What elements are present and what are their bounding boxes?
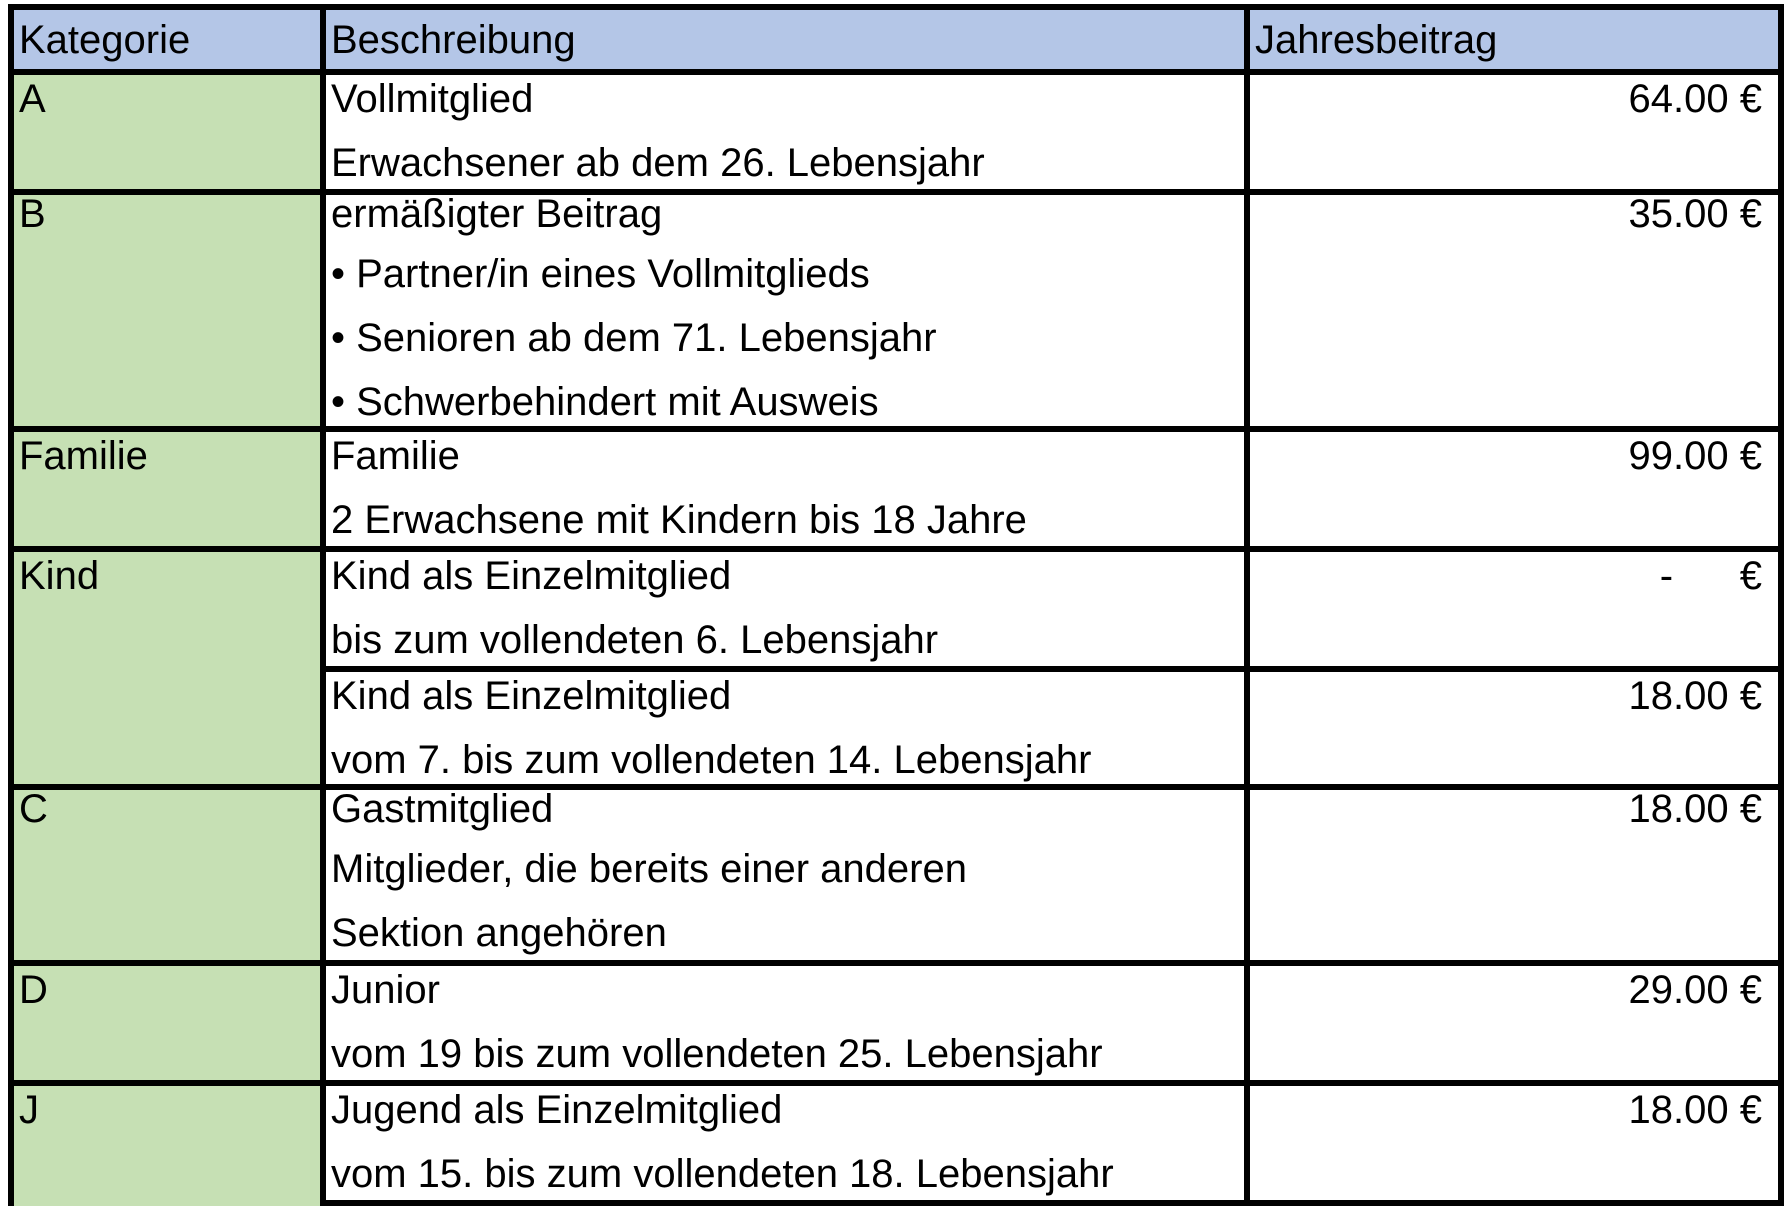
membership-fee-table: [8, 4, 1784, 1206]
category-cell-b: [14, 192, 320, 426]
description-line: vom 7. bis zum vollendeten 14. Lebensjahr: [331, 738, 1092, 782]
fee-cell-kind-1: [1250, 552, 1778, 666]
description-line: Junior: [331, 968, 440, 1012]
fee-cell-d: [1250, 966, 1778, 1080]
category-label: Familie: [19, 434, 148, 478]
description-cell-j: [326, 1086, 1244, 1200]
category-cell-kind: [14, 552, 320, 784]
description-line: vom 15. bis zum vollendeten 18. Lebensjahr: [331, 1152, 1114, 1196]
fee-value: 35.00 €: [1628, 192, 1762, 236]
description-line: • Schwerbehindert mit Ausweis: [331, 380, 879, 424]
description-line: • Partner/in eines Vollmitglieds: [331, 252, 870, 296]
header-category: Kategorie: [14, 10, 320, 69]
fee-cell-b: [1250, 192, 1778, 426]
category-label: D: [19, 968, 48, 1012]
fee-cell-familie: [1250, 432, 1778, 546]
fee-value: 18.00 €: [1628, 674, 1762, 718]
description-line: 2 Erwachsene mit Kindern bis 18 Jahre: [331, 498, 1027, 542]
description-cell-b: [326, 192, 1244, 426]
description-cell-kind-2: [326, 672, 1244, 784]
category-label: A: [19, 77, 46, 121]
description-cell-c: [326, 787, 1244, 960]
category-label: C: [19, 787, 48, 831]
description-line: Vollmitglied: [331, 77, 534, 121]
fee-value: 18.00 €: [1628, 1088, 1762, 1132]
description-line: vom 19 bis zum vollendeten 25. Lebensjahr: [331, 1032, 1103, 1076]
category-cell-familie: [14, 432, 320, 546]
category-label: J: [19, 1088, 39, 1132]
description-line: Jugend als Einzelmitglied: [331, 1088, 783, 1132]
category-label: Kind: [19, 554, 100, 598]
header-fee: Jahresbeitrag: [1250, 10, 1778, 69]
description-line: Kind als Einzelmitglied: [331, 674, 732, 718]
description-line: Kind als Einzelmitglied: [331, 554, 732, 598]
description-line: bis zum vollendeten 6. Lebensjahr: [331, 618, 939, 662]
fee-value: 64.00 €: [1628, 77, 1762, 121]
description-cell-familie: [326, 432, 1244, 546]
description-line: Sektion angehören: [331, 911, 667, 955]
fee-cell-j: [1250, 1086, 1778, 1200]
category-cell-d: [14, 966, 320, 1080]
fee-value: 18.00 €: [1628, 787, 1762, 831]
description-line: • Senioren ab dem 71. Lebensjahr: [331, 316, 937, 360]
fee-cell-kind-2: [1250, 672, 1778, 784]
header-description: Beschreibung: [326, 10, 1244, 69]
description-line: ermäßigter Beitrag: [331, 192, 663, 236]
category-label: B: [19, 192, 46, 236]
description-line: Gastmitglied: [331, 787, 554, 831]
description-line: Mitglieder, die bereits einer anderen: [331, 847, 967, 891]
description-cell-kind-1: [326, 552, 1244, 666]
fee-cell-c: [1250, 787, 1778, 960]
description-cell-a: [326, 75, 1244, 189]
fee-value: 99.00 €: [1628, 434, 1762, 478]
fee-cell-a: [1250, 75, 1778, 189]
category-cell-a: [14, 75, 320, 189]
category-cell-j: [14, 1086, 320, 1206]
description-line: Familie: [331, 434, 460, 478]
fee-value: - €: [1659, 554, 1762, 598]
category-cell-c: [14, 787, 320, 960]
fee-value: 29.00 €: [1628, 968, 1762, 1012]
description-cell-d: [326, 966, 1244, 1080]
description-line: Erwachsener ab dem 26. Lebensjahr: [331, 141, 985, 185]
